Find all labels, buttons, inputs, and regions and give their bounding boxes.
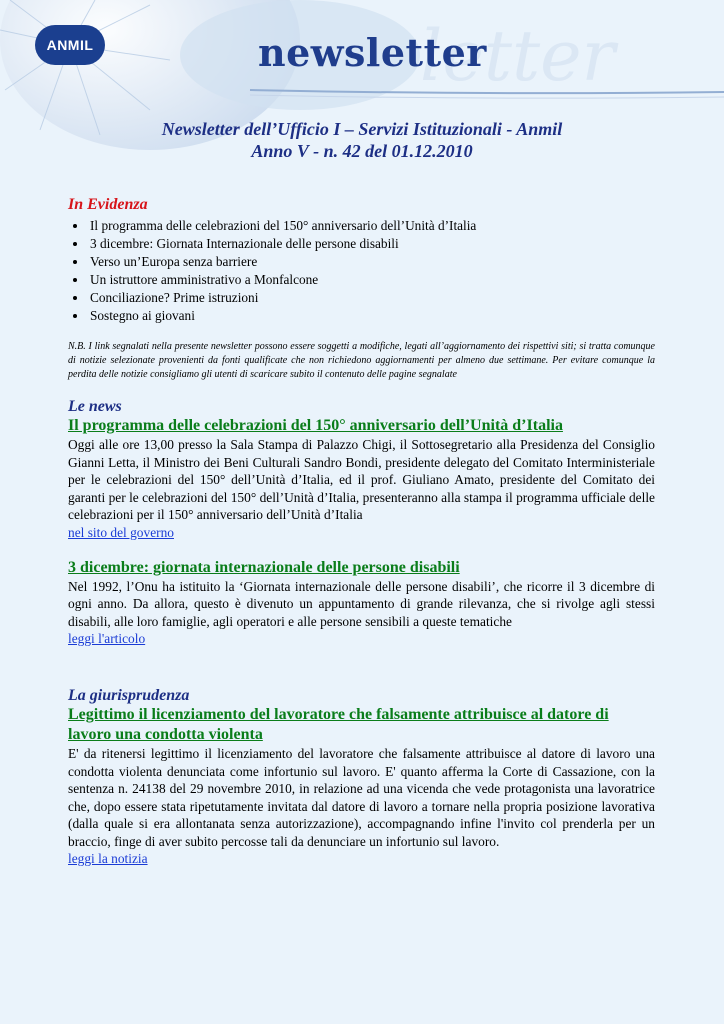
- masthead-issue: Anno V - n. 42 del 01.12.2010: [251, 141, 473, 161]
- logo-text: ANMIL: [46, 37, 94, 53]
- article-body: Nel 1992, l’Onu ha istituito la ‘Giornata internazionale delle persone disabili’, che ricorre il 3 dicembre di ogni anno. Da allora, questo è divenuto un appuntamento di grande rilevanza, che si rivolge agli stessi disabili, alle loro famiglie, agli operatori e alle persone sensibili a queste tematiche: [68, 578, 655, 629]
- disclaimer-note: N.B. I link segnalati nella presente newsletter possono essere soggetti a modifiche, legati all’aggiornamento dei rispettivi siti; si tratta comunque di notizie selezionate provenienti da fonti qualificate che non richiedono aggiornamenti per almeno due settimane. Per evitare comunque la perdita delle notizie consigliamo gli utenti di scaricare subito il contenuto delle pagine segnalate: [68, 341, 655, 380]
- article-link[interactable]: leggi l'articolo: [68, 631, 146, 646]
- article-body: E' da ritenersi legittimo il licenziamento del lavoratore che falsamente attribuisce al datore di lavoro una condotta violenta denunciata come infortunio sul lavoro. E' quanto afferma la Corte di Cassazione, con la sentenza n. 24138 del 29 novembre 2010, in relazione ad una vicenda che vede protagonista una lavoratrice che, dopo essere stata ripetutamente invitata dal datore di lavoro a tornare nella propria posizione lavorativa (dalla quale si era allontanata senza autorizzazione), accompagnando infine l'invito col prenderla per un braccio, finge di aver subito percosse tali da denunciare un infortunio sul lavoro.: [68, 746, 655, 849]
- highlight-item: • Verso un’Europa senza barriere: [88, 253, 655, 271]
- section-heading-news: Le news: [68, 398, 122, 415]
- highlight-item: • Il programma delle celebrazioni del 150° anniversario dell’Unità d’Italia: [88, 217, 655, 235]
- news-article: [68, 558, 655, 649]
- article-link[interactable]: leggi la notizia: [68, 851, 148, 866]
- highlight-item: • Sostegno ai giovani: [88, 307, 655, 325]
- jurisprudence-article: [68, 705, 655, 868]
- highlight-item: • Conciliazione? Prime istruzioni: [88, 289, 655, 307]
- article-title: Il programma delle celebrazioni del 150° anniversario dell’Unità d’Italia: [68, 417, 563, 434]
- article-body: Oggi alle ore 13,00 presso la Sala Stampa di Palazzo Chigi, il Sottosegretario alla Presidenza del Consiglio Gianni Letta, il Ministro dei Beni Culturali Sandro Bondi, presidente delegato del Comitato Interministeriale per le celebrazioni del 150° dell’Unità d’Italia, ed il prof. Giuliano Amato, presidente del Comitato dei garanti per le celebrazioni del 150° dell’Unità d’Italia, presenteranno alla stampa il programma ufficiale delle celebrazioni per il 150° anniversario dell’Unità d’Italia: [68, 437, 655, 522]
- article-title: 3 dicembre: giornata internazionale delle persone disabili: [68, 558, 460, 576]
- highlights-list: [68, 217, 655, 325]
- article-link[interactable]: nel sito del governo: [68, 524, 174, 540]
- anmil-logo: [35, 25, 105, 65]
- masthead: [0, 118, 724, 162]
- masthead-title: Newsletter dell’Ufficio I – Servizi Istituzionali - Anmil: [161, 119, 563, 139]
- svg-text:letter: letter: [420, 15, 615, 97]
- section-heading-highlights: In Evidenza: [68, 196, 148, 213]
- section-heading-jurisprudence: La giurisprudenza: [68, 687, 190, 704]
- highlight-item: • Un istruttore amministrativo a Monfalcone: [88, 271, 655, 289]
- newsletter-content: [68, 196, 655, 868]
- news-article: [68, 416, 655, 542]
- article-title: Legittimo il licenziamento del lavoratore che falsamente attribuisce al datore di lavoro una condotta violenta: [68, 706, 609, 743]
- newsletter-brand: newsletter: [258, 30, 487, 75]
- highlight-item: • 3 dicembre: Giornata Internazionale delle persone disabili: [88, 235, 655, 253]
